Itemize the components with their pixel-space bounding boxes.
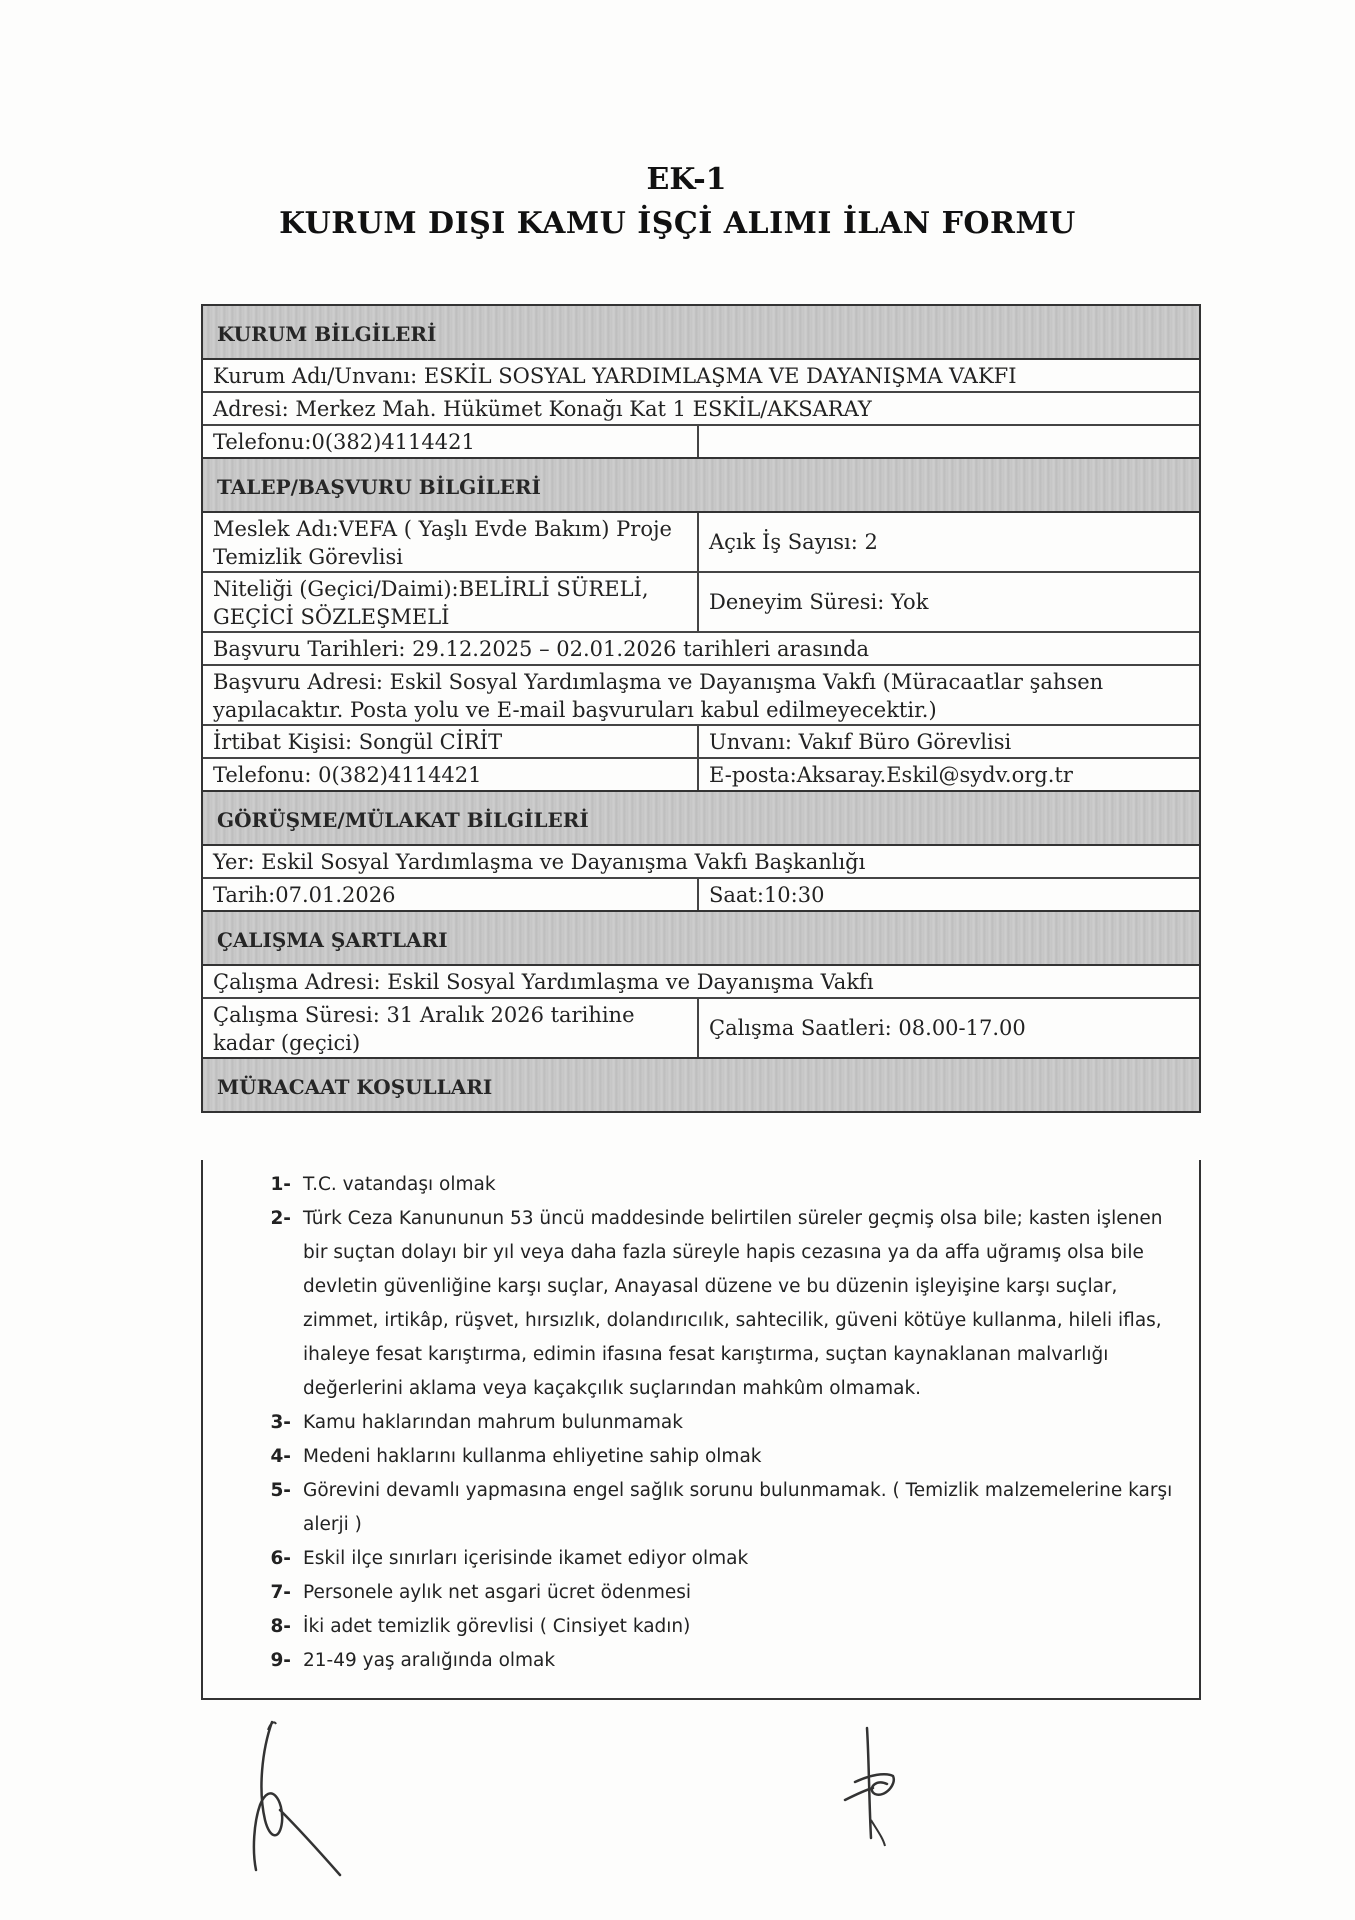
condition-text: Personele aylık net asgari ücret ödenmesi (303, 1582, 691, 1603)
condition-number: 2- (270, 1208, 291, 1229)
title-block (0, 158, 1355, 246)
section-kurum-heading: KURUM BİLGİLERİ (203, 304, 1199, 360)
acik-is-sayisi: Açık İş Sayısı: 2 (709, 530, 878, 554)
irtibat-telefonu: Telefonu: 0(382)4114421 (203, 759, 699, 790)
condition-item (203, 1644, 1199, 1678)
form-row (203, 633, 1199, 666)
condition-number: 1- (270, 1174, 291, 1195)
condition-number: 3- (270, 1412, 291, 1433)
gorusme-yeri: Yer: Eskil Sosyal Yardımlaşma ve Dayanışma Vakfı Başkanlığı (213, 850, 866, 874)
form-row (203, 573, 1199, 633)
signature-right (825, 1720, 915, 1850)
condition-text: İki adet temizlik görevlisi ( Cinsiyet kadın) (303, 1616, 691, 1637)
form-row (203, 426, 1199, 457)
form-row (203, 393, 1199, 426)
condition-item (203, 1168, 1199, 1202)
empty-cell (699, 426, 1199, 457)
form-row (203, 726, 1199, 759)
section-muracaat-heading: MÜRACAAT KOŞULLARI (203, 1057, 1199, 1113)
condition-number: 8- (270, 1616, 291, 1637)
condition-text: 21-49 yaş aralığında olmak (303, 1650, 556, 1671)
condition-text: Medeni haklarını kullanma ehliyetine sahip olmak (303, 1446, 762, 1467)
form-title: KURUM DIŞI KAMU İŞÇİ ALIMI İLAN FORMU (279, 206, 1076, 241)
condition-item (203, 1576, 1199, 1610)
form-row (203, 360, 1199, 393)
deneyim-suresi: Deneyim Süresi: Yok (709, 590, 929, 614)
condition-text: Eskil ilçe sınırları içerisinde ikamet ediyor olmak (303, 1548, 749, 1569)
announcement-form (201, 304, 1201, 1113)
condition-number: 7- (270, 1582, 291, 1603)
calisma-saatleri: Çalışma Saatleri: 08.00-17.00 (709, 1016, 1026, 1040)
irtibat-unvani: Unvanı: Vakıf Büro Görevlisi (709, 729, 1012, 754)
gorusme-saati: Saat:10:30 (709, 882, 825, 907)
gorusme-tarihi: Tarih:07.01.2026 (203, 879, 699, 910)
kurum-name: Kurum Adı/Unvanı: ESKİL SOSYAL YARDIMLAŞMA VE DAYANIŞMA VAKFI (213, 364, 1017, 388)
section-calisma-heading: ÇALIŞMA ŞARTLARI (203, 910, 1199, 966)
conditions-list (203, 1168, 1199, 1678)
form-row (203, 999, 1199, 1057)
condition-number: 5- (270, 1480, 291, 1501)
condition-text: T.C. vatandaşı olmak (303, 1174, 496, 1195)
form-row (203, 846, 1199, 879)
condition-number: 9- (270, 1650, 291, 1671)
form-row (203, 759, 1199, 790)
niteligi: Niteliği (Geçici/Daimi):BELİRLİ SÜRELİ, GEÇİCİ SÖZLEŞMELİ (203, 573, 699, 631)
condition-number: 4- (270, 1446, 291, 1467)
irtibat-kisisi: İrtibat Kişisi: Songül CİRİT (203, 726, 699, 757)
condition-item (203, 1542, 1199, 1576)
condition-number: 6- (270, 1548, 291, 1569)
condition-item (203, 1440, 1199, 1474)
condition-item (203, 1406, 1199, 1440)
basvuru-adresi: Başvuru Adresi: Eskil Sosyal Yardımlaşma ve Dayanışma Vakfı (Müracaatlar şahsen yapılacaktır. Posta yolu ve E-mail başvuruları kabul edilmeyecektir.) (213, 670, 1104, 722)
basvuru-tarihleri: Başvuru Tarihleri: 29.12.2025 – 02.01.2026 tarihleri arasında (213, 637, 870, 661)
section-talep-heading: TALEP/BAŞVURU BİLGİLERİ (203, 457, 1199, 513)
kurum-phone: Telefonu:0(382)4114421 (203, 426, 699, 457)
form-row (203, 879, 1199, 910)
annex-label: EK-1 (646, 162, 727, 197)
condition-text: Görevini devamlı yapmasına engel sağlık sorunu bulunmamak. ( Temizlik malzemelerine karşı alerji ) (303, 1480, 1173, 1535)
condition-item (203, 1610, 1199, 1644)
condition-text: Kamu haklarından mahrum bulunmamak (303, 1412, 683, 1433)
condition-item (203, 1474, 1199, 1542)
kurum-address: Adresi: Merkez Mah. Hükümet Konağı Kat 1 ESKİL/AKSARAY (213, 397, 872, 421)
irtibat-eposta: E-posta:Aksaray.Eskil@sydv.org.tr (709, 762, 1073, 787)
form-row (203, 666, 1199, 726)
calisma-suresi: Çalışma Süresi: 31 Aralık 2026 tarihine kadar (geçici) (203, 999, 699, 1057)
muracaat-conditions (201, 1160, 1201, 1700)
calisma-adresi: Çalışma Adresi: Eskil Sosyal Yardımlaşma ve Dayanışma Vakfı (213, 970, 874, 994)
form-row (203, 966, 1199, 999)
condition-text: Türk Ceza Kanununun 53 üncü maddesinde belirtilen süreler geçmiş olsa bile; kasten işlenen bir suçtan dolayı bir yıl veya daha fazla süreyle hapis cezasına ya da affa uğramış olsa bile devletin güvenliğine karşı suçlar, Anayasal düzene ve bu düzenin işleyişine karşı suçlar, zimmet, irtikâp, rüşvet, hırsızlık, dolandırıcılık, sahtecilik, güveni kötüye kullanma, hileli iflas, ihaleye fesat karıştırma, edimin ifasına fesat karıştırma, suçtan kaynaklanan malvarlığı değerlerini aklama veya kaçakçılık suçlarından mahkûm olmamak. (303, 1208, 1163, 1399)
section-gorusme-heading: GÖRÜŞME/MÜLAKAT BİLGİLERİ (203, 790, 1199, 846)
condition-item (203, 1202, 1199, 1406)
meslek-adi: Meslek Adı:VEFA ( Yaşlı Evde Bakım) Proje Temizlik Görevlisi (203, 513, 699, 571)
form-row (203, 513, 1199, 573)
signature-left (240, 1710, 370, 1880)
